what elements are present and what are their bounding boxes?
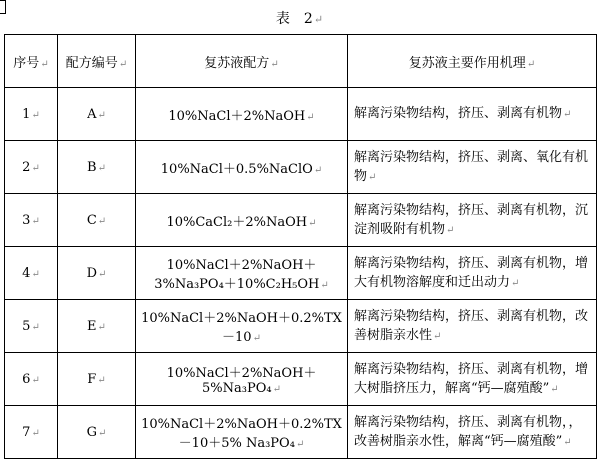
table-row	[5, 141, 597, 194]
cell-formula: 10%NaCl＋2%NaOH＋0.2%TX－10＋5% Na₃PO₄↵	[136, 406, 348, 459]
cell-mechanism: 解离污染物结构，挤压、剥离有机物，，改善树脂亲水性，解离“钙—腐殖酸”↵	[348, 406, 597, 459]
table-header-row	[5, 35, 597, 88]
cell-code: E↵	[58, 300, 136, 353]
cell-mechanism: 解离污染物结构，挤压、剥离有机物，沉淀剂吸附有机物↵	[348, 194, 597, 247]
table-title: 表 2↵	[275, 11, 324, 27]
header-code: 配方编号↵	[58, 35, 136, 88]
cell-mechanism: 解离污染物结构，挤压、剥离有机物，增大有机物溶解度和迁出动力↵	[348, 247, 597, 300]
cell-formula: 10%NaCl＋0.5%NaClO↵	[136, 141, 348, 194]
table-row	[5, 300, 597, 353]
cell-code: G↵	[58, 406, 136, 459]
cell-mechanism: 解离污染物结构，挤压、剥离、氧化有机物↵	[348, 141, 597, 194]
cell-formula: 10%NaCl＋2%NaOH＋3%Na₃PO₄＋10%C₂H₅OH↵	[136, 247, 348, 300]
cell-code: F↵	[58, 353, 136, 406]
formula-table	[4, 34, 597, 459]
table-row	[5, 406, 597, 459]
table-row	[5, 88, 597, 141]
table-row	[5, 194, 597, 247]
cell-formula: 10%NaCl＋2%NaOH＋0.2%TX－10↵	[136, 300, 348, 353]
header-formula: 复苏液配方↵	[136, 35, 348, 88]
cell-formula: 10%NaCl＋2%NaOH↵	[136, 88, 348, 141]
cell-index: 5↵	[5, 300, 58, 353]
cell-index: 4↵	[5, 247, 58, 300]
cell-formula: 10%CaCl₂＋2%NaOH↵	[136, 194, 348, 247]
cell-formula: 10%NaCl＋2%NaOH＋5%Na₃PO₄↵	[136, 353, 348, 406]
cell-mechanism: 解离污染物结构，挤压、剥离有机物，增大树脂挤压力，解离“钙—腐殖酸”↵	[348, 353, 597, 406]
header-index: 序号↵	[5, 35, 58, 88]
cell-code: D↵	[58, 247, 136, 300]
cell-code: A↵	[58, 88, 136, 141]
cell-code: B↵	[58, 141, 136, 194]
cell-index: 2↵	[5, 141, 58, 194]
cell-mechanism: 解离污染物结构，挤压、剥离有机物↵	[348, 88, 597, 141]
cell-code: C↵	[58, 194, 136, 247]
cell-index: 3↵	[5, 194, 58, 247]
cell-mechanism: 解离污染物结构，挤压、剥离有机物，改善树脂亲水性↵	[348, 300, 597, 353]
table-row	[5, 247, 597, 300]
cell-index: 1↵	[5, 88, 58, 141]
cell-index: 6↵	[5, 353, 58, 406]
header-mechanism: 复苏液主要作用机理↵	[348, 35, 597, 88]
table-row	[5, 353, 597, 406]
cell-index: 7↵	[5, 406, 58, 459]
